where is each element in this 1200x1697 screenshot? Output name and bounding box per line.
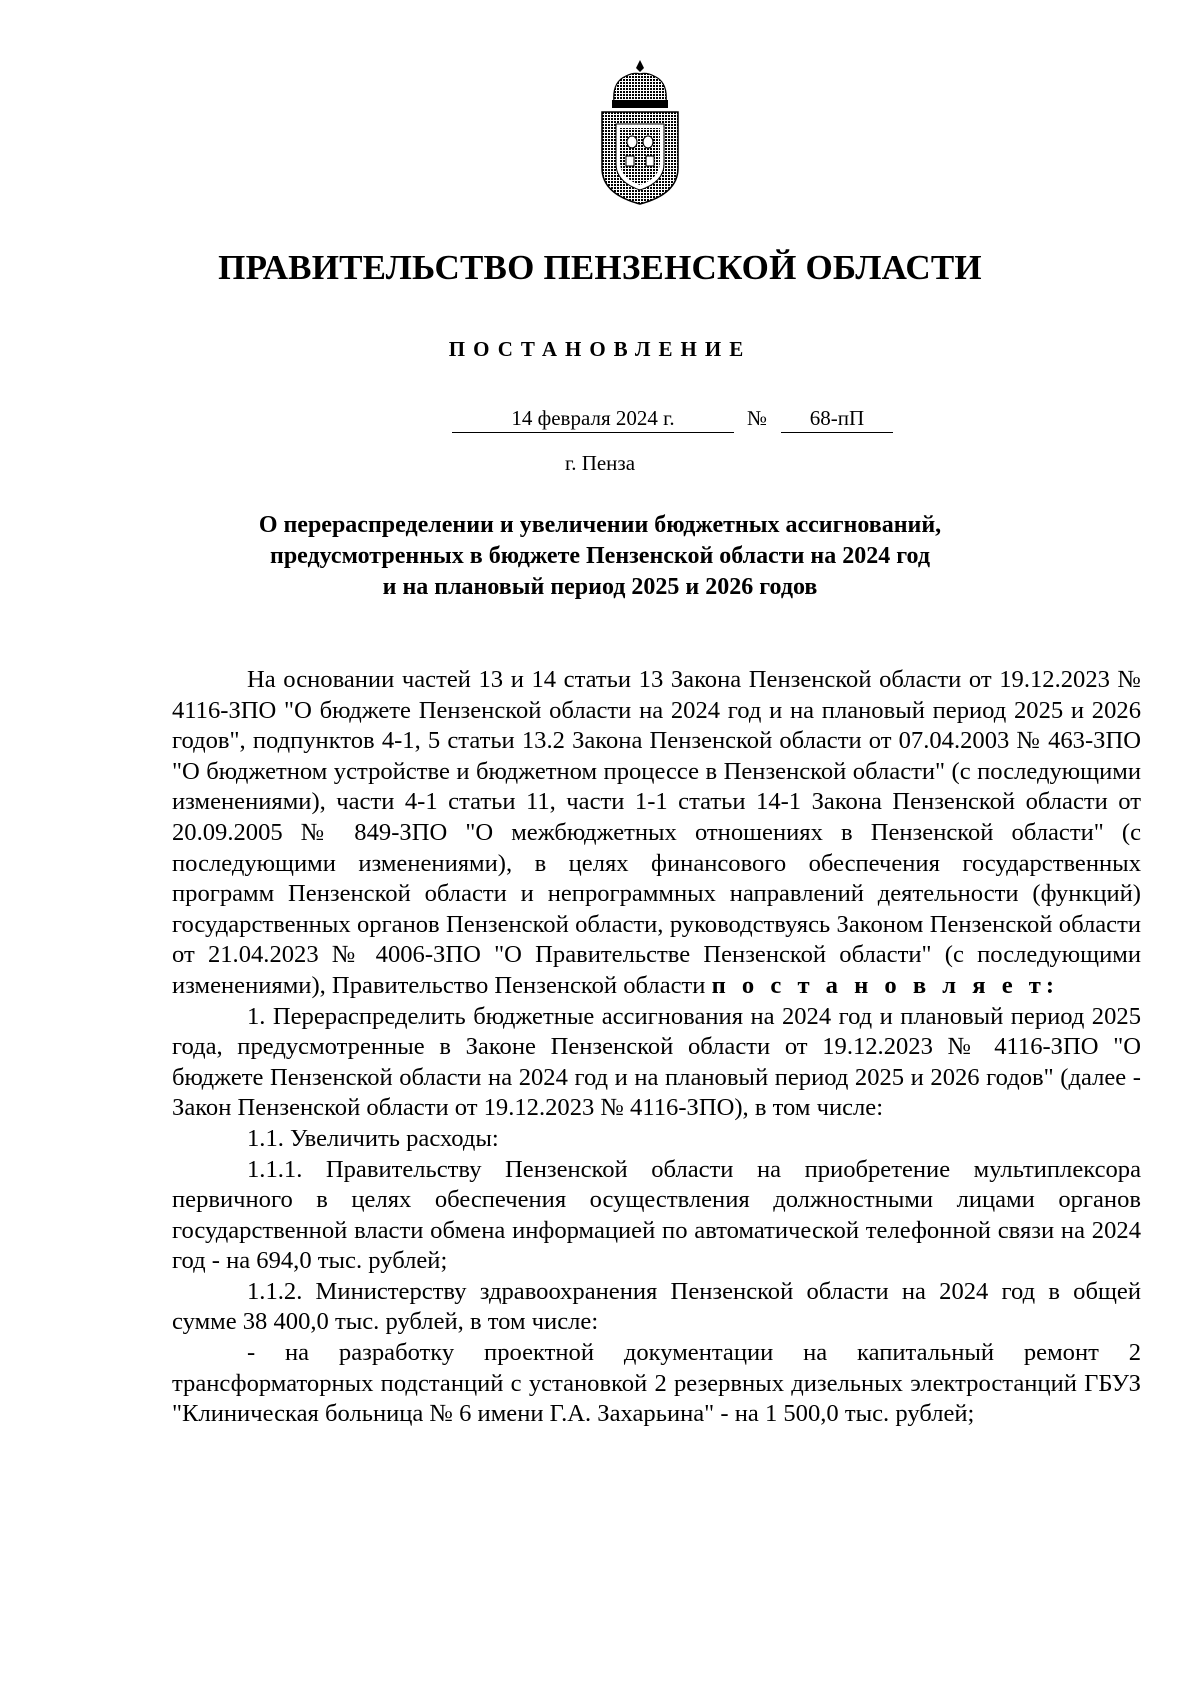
paragraph-dash-item: - на разработку проектной документации на капитальный ремонт 2 трансформаторных подстанций с установкой 2 резервных дизельных электростанций ГБУЗ "Клиническая больница № 6 имени Г.А. Захарьина" - на 1 500,0 тыс. рублей;: [172, 1339, 1141, 1428]
document-number: 68-пП: [781, 404, 893, 433]
paragraph-1-1: 1.1. Увеличить расходы:: [247, 1124, 499, 1152]
resolves-phrase: п о с т а н о в л я е т:: [711, 971, 1060, 999]
paragraph-1-1-1: 1.1.1. Правительству Пензенской области на приобретение мультиплексора первичного в целях обеспечения осуществления должностными лицами органов государственной власти обмена информацией по автоматической телефонной связи на 2024 год - на 694,0 тыс. рублей;: [172, 1155, 1141, 1275]
subject-line: предусмотренных в бюджете Пензенской области на 2024 год: [270, 543, 930, 569]
document-type: ПОСТАНОВЛЕНИЕ: [448, 337, 752, 361]
government-title: ПРАВИТЕЛЬСТВО ПЕНЗЕНСКОЙ ОБЛАСТИ: [218, 248, 982, 287]
preamble-paragraph: [172, 665, 1141, 1002]
subject-line: О перераспределении и увеличении бюджетных ассигнований,: [258, 512, 942, 538]
paragraph-1: 1. Перераспределить бюджетные ассигнования на 2024 год и плановый период 2025 года, предусмотренные в Законе Пензенской области от 19.12.2023 № 4116-ЗПО "О бюджете Пензенской области на 2024 год и на плановый период 2025 и 2026 годов" (далее - Закон Пензенской области от 19.12.2023 № 4116-ЗПО), в том числе:: [172, 1002, 1141, 1122]
document-body: [172, 665, 1141, 1430]
subject-line: и на плановый период 2025 и 2026 годов: [382, 574, 818, 600]
document-subject: [0, 510, 1200, 603]
date-number-line: [0, 404, 1200, 434]
paragraph-1-1-2: 1.1.2. Министерству здравоохранения Пензенской области на 2024 год в общей сумме 38 400,0 тыс. рублей, в том числе:: [172, 1277, 1141, 1336]
city: г. Пенза: [564, 451, 636, 475]
number-sign: №: [747, 406, 768, 430]
coat-of-arms-icon: [596, 58, 684, 208]
preamble-text: На основании частей 13 и 14 статьи 13 Закона Пензенской области от 19.12.2023 № 4116-ЗПО "О бюджете Пензенской области на 2024 год и на плановый период 2025 и 2026 годов", подпунктов 4-1, 5 статьи 13.2 Закона Пензенской области от 07.04.2003 № 463-ЗПО "О бюджетном устройстве и бюджетном процессе в Пензенской области" (с последующими изменениями), части 4-1 статьи 11, части 1-1 статьи 14-1 Закона Пензенской области от 20.09.2005 № 849-ЗПО "О межбюджетных отношениях в Пензенской области" (с последующими изменениями), в целях финансового обеспечения государственных программ Пензенской области и непрограммных направлений деятельности (функций) государственных органов Пензенской области, руководствуясь Законом Пензенской области от 21.04.2023 № 4006-ЗПО "О Правительстве Пензенской области" (с последующими изменениями), Правительство Пензенской области: [172, 666, 1141, 999]
document-date: 14 февраля 2024 г.: [452, 404, 734, 433]
